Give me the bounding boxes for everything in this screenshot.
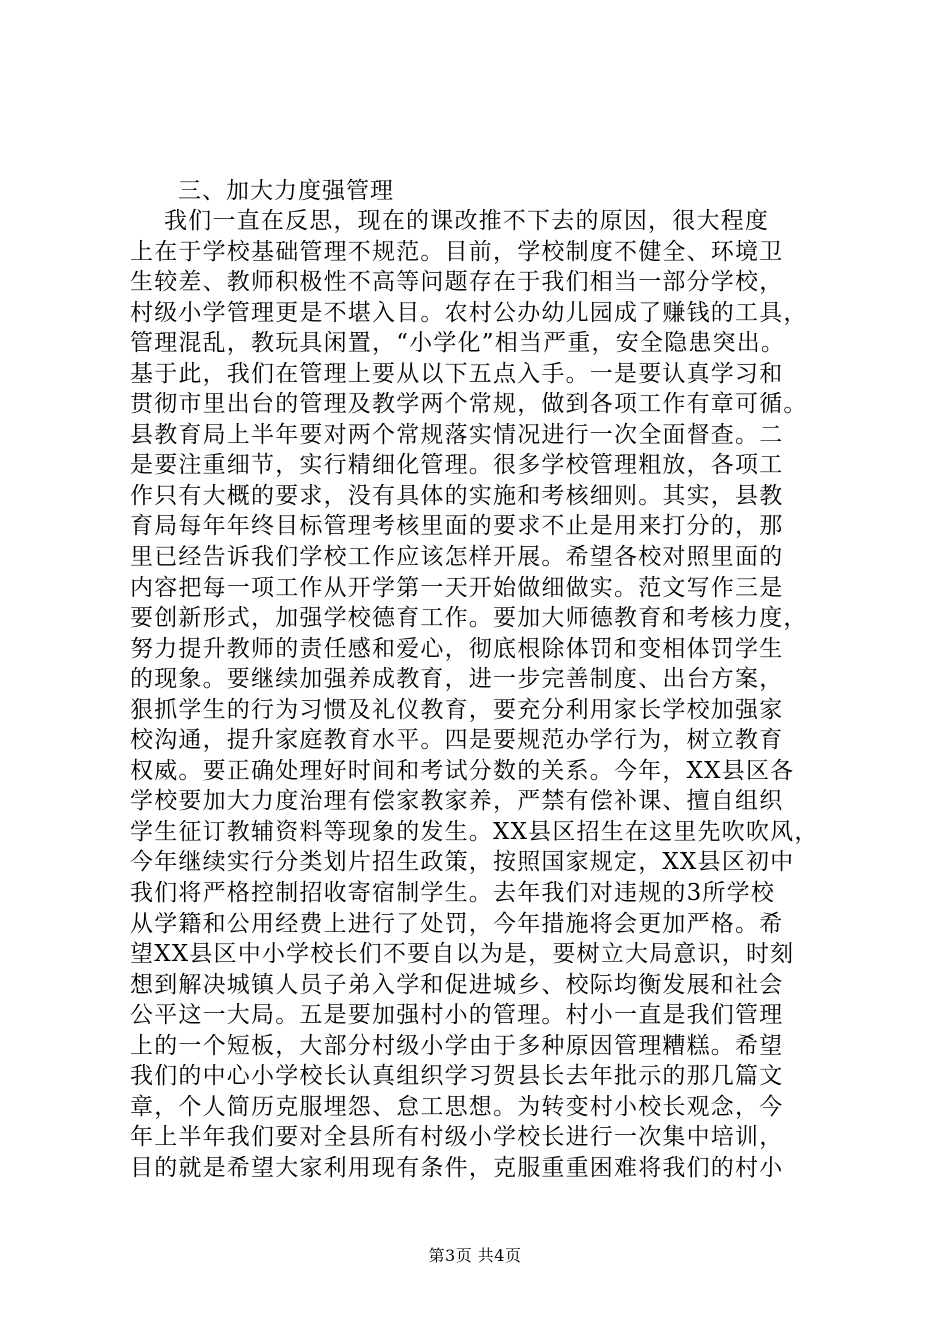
text-line: 县教育局上半年要对两个常规落实情况进行一次全面督查。二 <box>130 421 784 448</box>
text-line: 公平这一大局。五是要加强村小的管理。村小一直是我们管理 <box>130 1002 784 1029</box>
text-line: 想到解决城镇人员子弟入学和促进城乡、校际均衡发展和社会 <box>130 971 784 998</box>
text-line: 贯彻市里出台的管理及教学两个常规，做到各项工作有章可循。 <box>130 391 808 418</box>
text-line: 今年继续实行分类划片招生政策，按照国家规定，XX县区初中 <box>130 849 795 876</box>
text-line: 上的一个短板，大部分村级小学由于多种原因管理糟糕。希望 <box>130 1032 784 1059</box>
text-line: 权威。要正确处理好时间和考试分数的关系。今年，XX县区各 <box>130 757 795 784</box>
text-line: 我们将严格控制招收寄宿制学生。去年我们对违规的3所学校 <box>130 880 776 907</box>
text-line: 努力提升教师的责任感和爱心，彻底根除体罚和变相体罚学生 <box>130 635 784 662</box>
text-line: 内容把每一项工作从开学第一天开始做细做实。范文写作三是 <box>130 574 784 601</box>
text-line: 是要注重细节，实行精细化管理。很多学校管理粗放，各项工 <box>130 452 784 479</box>
text-line: 学校要加大力度治理有偿家教家养，严禁有偿补课、擅自组织 <box>130 788 784 815</box>
section-heading: 三、加大力度强管理 <box>178 178 394 204</box>
text-line: 村级小学管理更是不堪入目。农村公办幼儿园成了赚钱的工具， <box>130 299 808 326</box>
text-line: 管理混乱，教玩具闲置，“小学化”相当严重，安全隐患突出。 <box>130 330 786 357</box>
text-line: 望XX县区中小学校长们不要自以为是，要树立大局意识，时刻 <box>130 941 795 968</box>
text-line: 要创新形式，加强学校德育工作。要加大师德教育和考核力度， <box>130 605 808 632</box>
text-line: 目的就是希望大家利用现有条件，克服重重困难将我们的村小 <box>130 1154 784 1181</box>
text-line: 我们的中心小学校长认真组织学习贺县长去年批示的那几篇文 <box>130 1063 784 1090</box>
text-line: 校沟通，提升家庭教育水平。四是要规范办学行为，树立教育 <box>130 727 784 754</box>
text-line: 狠抓学生的行为习惯及礼仪教育，要充分利用家长学校加强家 <box>130 696 784 723</box>
text-line: 作只有大概的要求，没有具体的实施和考核细则。其实，县教 <box>130 482 784 509</box>
text-line: 年上半年我们要对全县所有村级小学校长进行一次集中培训， <box>130 1124 784 1151</box>
text-line: 上在于学校基础管理不规范。目前，学校制度不健全、环境卫 <box>130 238 784 265</box>
body-paragraph <box>130 206 834 1184</box>
page-number-footer: 第3页 共4页 <box>428 1246 522 1265</box>
text-line: 的现象。要继续加强养成教育，进一步完善制度、出台方案， <box>130 666 784 693</box>
text-line: 里已经告诉我们学校工作应该怎样开展。希望各校对照里面的 <box>130 544 784 571</box>
text-line: 学生征订教辅资料等现象的发生。XX县区招生在这里先吹吹风， <box>130 818 819 845</box>
text-line: 育局每年年终目标管理考核里面的要求不止是用来打分的，那 <box>130 513 784 540</box>
text-line: 我们一直在反思，现在的课改推不下去的原因，很大程度 <box>130 208 770 234</box>
text-line: 章，个人简历克服埋怨、怠工思想。为转变村小校长观念，今 <box>130 1093 784 1120</box>
text-line: 生较差、教师积极性不高等问题存在于我们相当一部分学校， <box>130 269 784 296</box>
text-line: 从学籍和公用经费上进行了处罚，今年措施将会更加严格。希 <box>130 910 784 937</box>
text-line: 基于此，我们在管理上要从以下五点入手。一是要认真学习和 <box>130 360 784 387</box>
